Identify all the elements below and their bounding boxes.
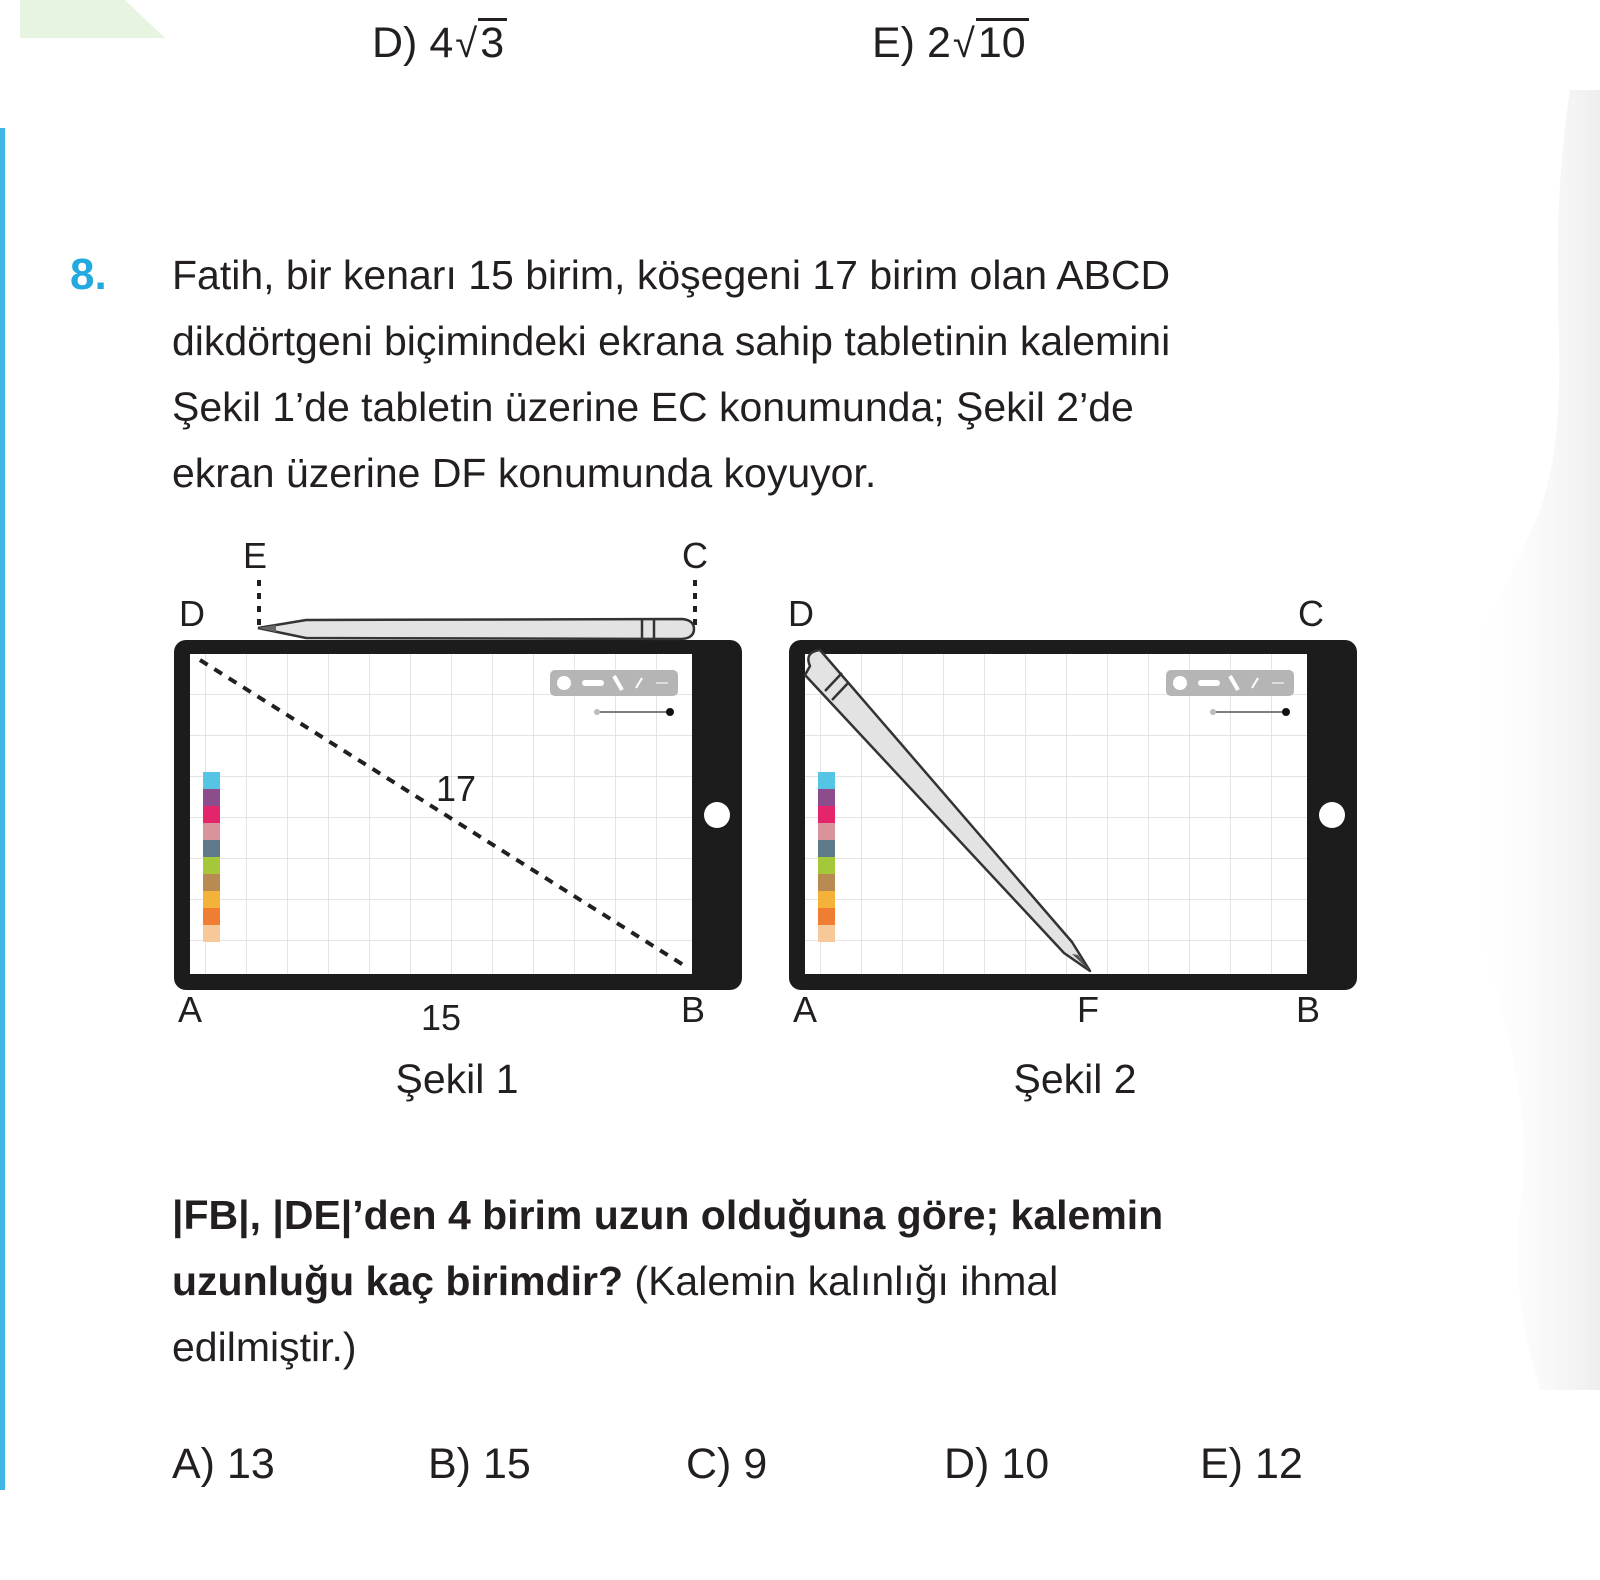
label-b: B xyxy=(680,989,706,1030)
question-line: Şekil 1’de tabletin üzerine EC konumunda; Şekil 2’de xyxy=(172,384,1134,430)
figure-1 xyxy=(174,535,742,1102)
pen-horizontal xyxy=(258,619,694,639)
question-stem xyxy=(172,1182,1352,1380)
label-c: C xyxy=(1298,593,1324,634)
choice-coefficient: 2 xyxy=(926,19,951,67)
label-b: B xyxy=(1295,989,1321,1030)
stem-normal-part: (Kalemin kalınlığı ihmal xyxy=(623,1258,1059,1304)
side-length-label: 15 xyxy=(420,997,462,1038)
label-d: D xyxy=(179,593,205,634)
choice-letter: E) xyxy=(872,19,915,67)
diagonal-length-label: 17 xyxy=(435,768,477,809)
choice-letter: D) xyxy=(372,19,418,67)
question-line: ekran üzerine DF konumunda koyuyor. xyxy=(172,450,877,496)
answer-choice-e[interactable]: E) 12 xyxy=(1200,1440,1303,1488)
stem-bold-part: uzunluğu kaç birimdir? xyxy=(172,1258,624,1304)
color-palette xyxy=(203,772,220,942)
radical-sign: √ xyxy=(455,22,478,66)
toolbar-icon xyxy=(550,670,678,696)
answer-choices xyxy=(0,1440,1600,1500)
stem-line-2 xyxy=(172,1248,1352,1314)
choice-radicand: 10 xyxy=(976,18,1029,65)
figure-1-caption: Şekil 1 xyxy=(395,1056,519,1102)
previous-choice-e[interactable] xyxy=(872,18,1029,68)
answer-choice-d[interactable]: D) 10 xyxy=(944,1440,1050,1488)
figure-2 xyxy=(788,593,1357,1102)
label-a: A xyxy=(792,989,818,1030)
label-f: F xyxy=(1077,989,1099,1030)
home-button xyxy=(1319,802,1345,828)
label-e: E xyxy=(242,535,268,576)
question-text xyxy=(172,242,1332,506)
radical-sign: √ xyxy=(952,22,975,66)
question-line: Fatih, bir kenarı 15 birim, köşegeni 17 birim olan ABCD xyxy=(172,252,1171,298)
figure-2-caption: Şekil 2 xyxy=(1013,1056,1137,1102)
tablet-figures xyxy=(0,530,1600,1130)
choice-coefficient: 4 xyxy=(429,19,454,67)
home-button xyxy=(704,802,730,828)
answer-choice-b[interactable]: B) 15 xyxy=(428,1440,531,1488)
answer-choice-a[interactable]: A) 13 xyxy=(172,1440,275,1488)
label-c: C xyxy=(682,535,708,576)
screen-grid xyxy=(190,654,692,974)
choice-radicand: 3 xyxy=(478,18,507,65)
label-d: D xyxy=(788,593,814,634)
previous-question-choices xyxy=(0,18,1600,88)
label-a: A xyxy=(177,989,203,1030)
stem-line-1: |FB|, |DE|’den 4 birim uzun olduğuna göre; kalemin xyxy=(172,1192,1164,1238)
previous-choice-d[interactable] xyxy=(372,18,507,68)
answer-choice-c[interactable]: C) 9 xyxy=(686,1440,768,1488)
toolbar-icon xyxy=(1166,670,1294,696)
color-palette xyxy=(818,772,835,942)
stem-line-3: edilmiştir.) xyxy=(172,1324,357,1370)
question-line: dikdörtgeni biçimindeki ekrana sahip tabletinin kalemini xyxy=(172,318,1171,364)
question-number: 8. xyxy=(70,250,107,299)
